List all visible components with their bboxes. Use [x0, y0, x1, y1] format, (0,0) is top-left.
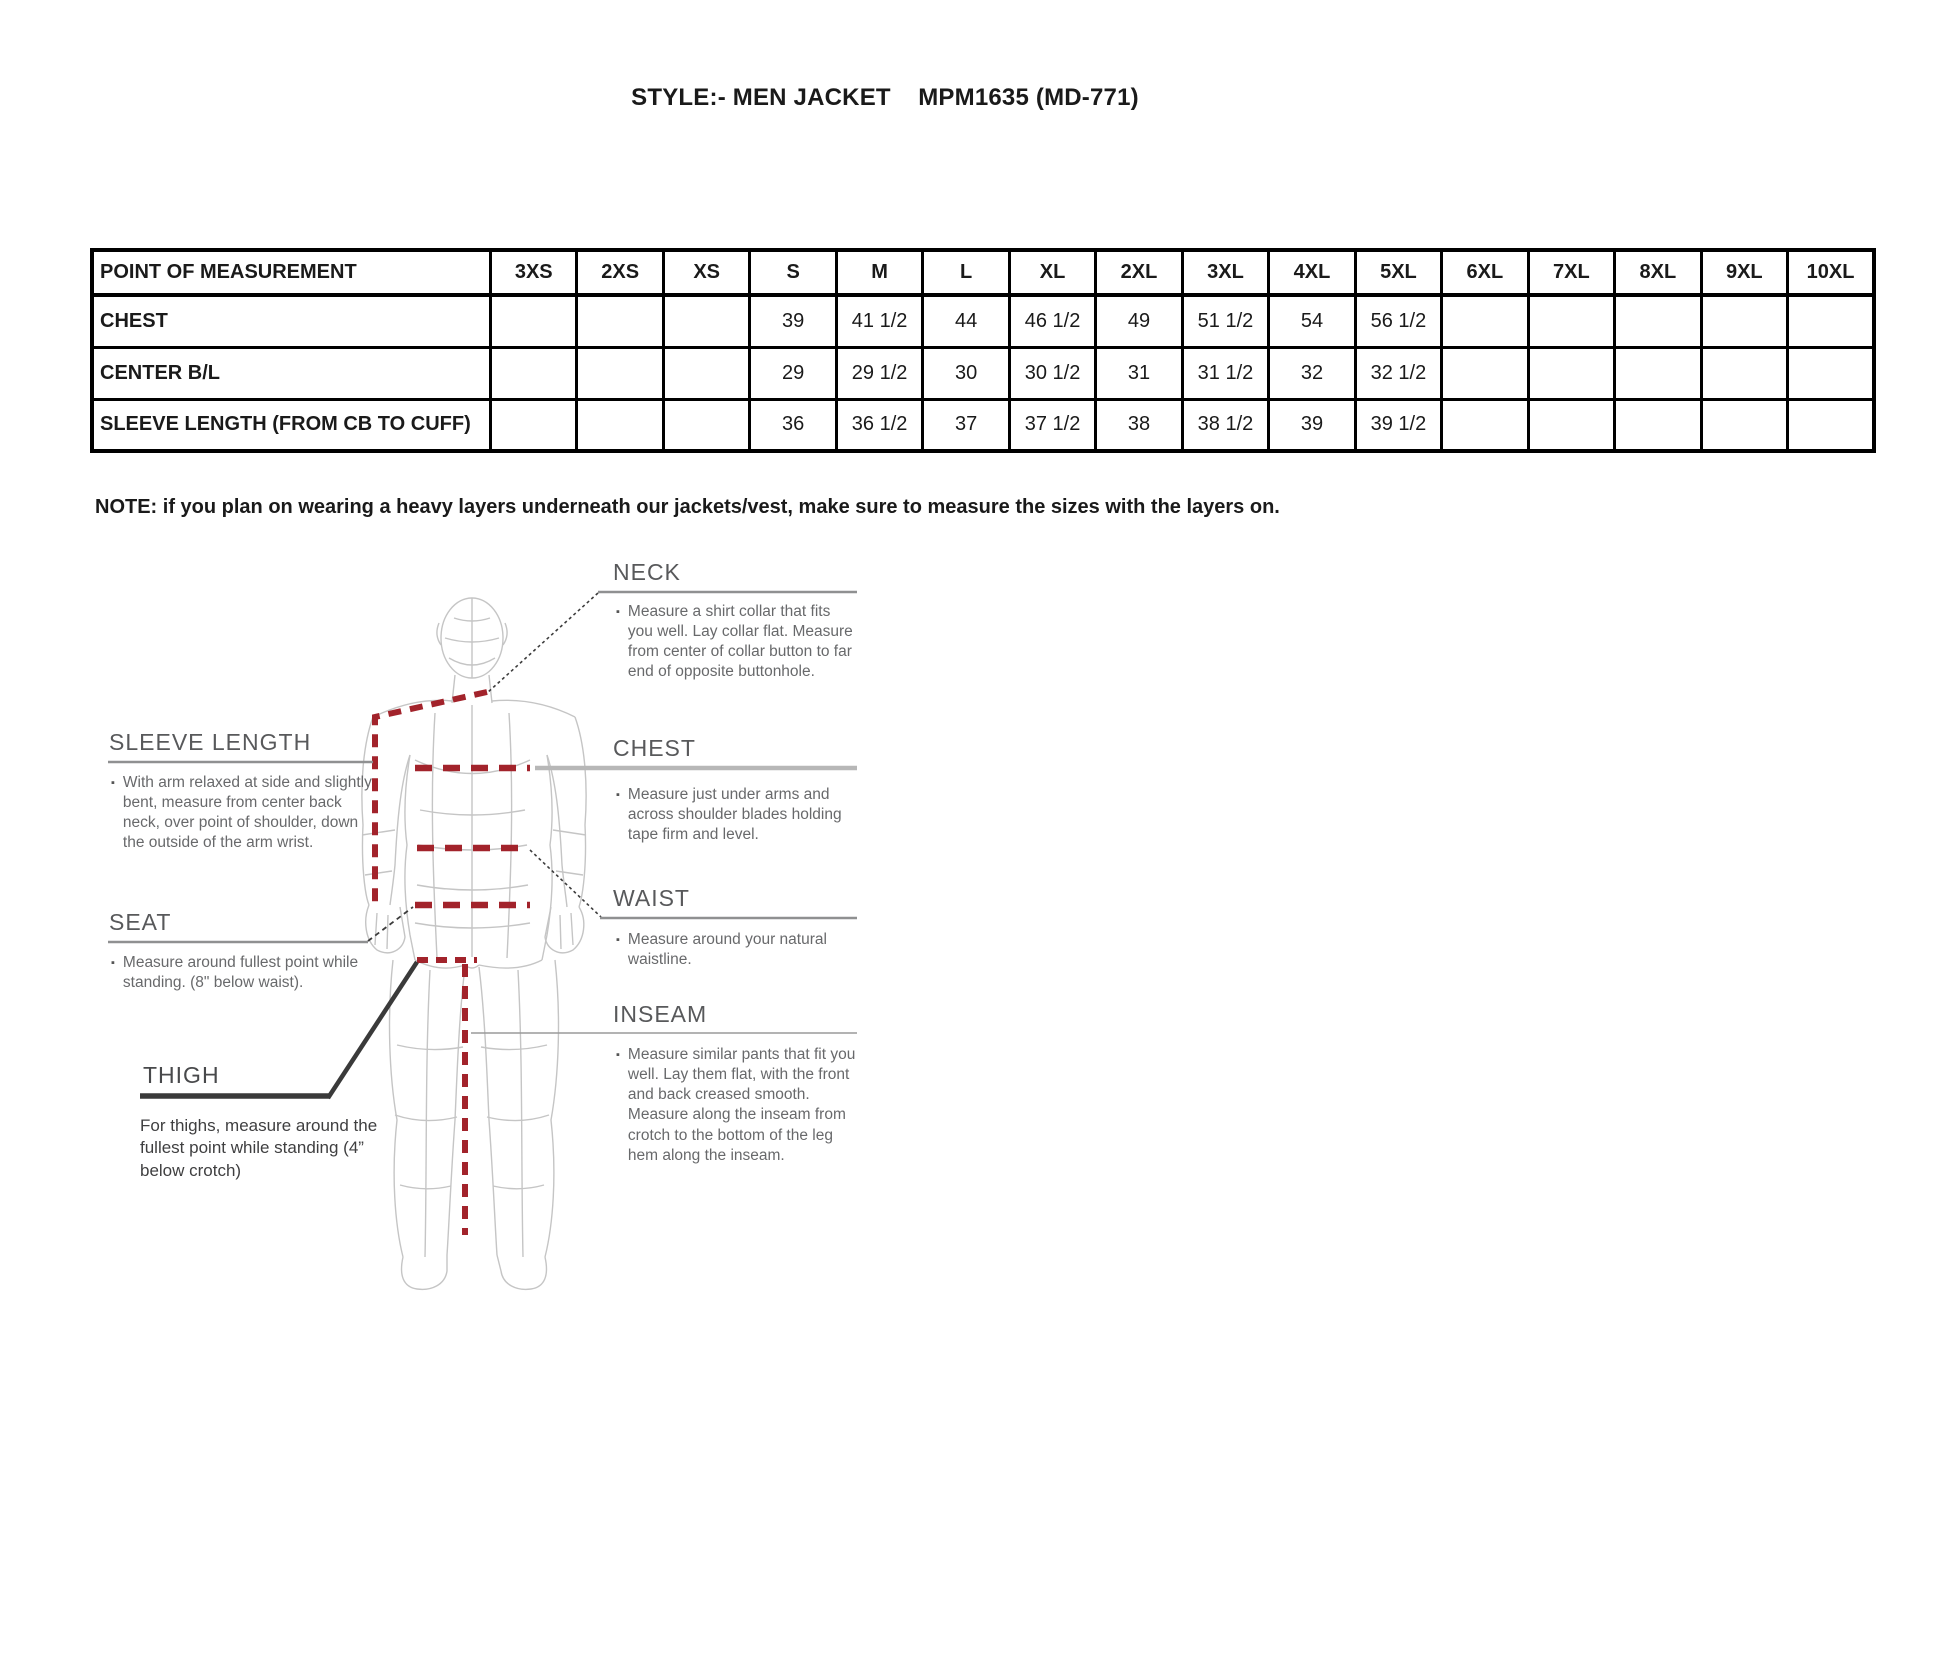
size-value-cell: [577, 399, 663, 451]
bullet-square-icon: ▪: [616, 606, 620, 618]
inseam-section-label: INSEAM: [613, 1001, 708, 1027]
point-of-measurement-header: POINT OF MEASUREMENT: [92, 250, 491, 295]
size-value-cell: [1615, 295, 1701, 347]
size-value-cell: [1615, 399, 1701, 451]
size-value-cell: 44: [923, 295, 1009, 347]
bullet-square-icon: ▪: [616, 934, 620, 946]
measurement-diagram: [85, 545, 885, 1335]
size-value-cell: [577, 347, 663, 399]
chest-section-description: [616, 785, 866, 845]
seat-section-label: SEAT: [109, 909, 172, 935]
size-column-header: 3XS: [491, 250, 577, 295]
size-value-cell: 30 1/2: [1009, 347, 1095, 399]
size-value-cell: [1442, 295, 1528, 347]
seat-section-text: Measure around fullest point while standing. (8" below waist).: [122, 954, 359, 992]
size-value-cell: 30: [923, 347, 1009, 399]
size-column-header: 5XL: [1355, 250, 1441, 295]
size-value-cell: [663, 347, 749, 399]
chest-section-label: CHEST: [613, 735, 696, 761]
sleeve-measure-line: [375, 692, 487, 905]
measurement-row-label: CENTER B/L: [92, 347, 491, 399]
measurement-row-label: SLEEVE LENGTH (FROM CB TO CUFF): [92, 399, 491, 451]
size-value-cell: [1442, 347, 1528, 399]
size-value-cell: 46 1/2: [1009, 295, 1095, 347]
thigh-section-text: For thighs, measure around the fullest point while standing (4” below crotch): [140, 1116, 378, 1180]
size-value-cell: 36 1/2: [836, 399, 922, 451]
measurement-row: [92, 399, 1874, 451]
sleeve-length-section-label: SLEEVE LENGTH: [109, 729, 312, 755]
size-value-cell: [1442, 399, 1528, 451]
bullet-square-icon: ▪: [616, 789, 620, 801]
size-value-cell: [577, 295, 663, 347]
size-value-cell: 31 1/2: [1182, 347, 1268, 399]
size-value-cell: 41 1/2: [836, 295, 922, 347]
size-column-header: 2XS: [577, 250, 663, 295]
size-value-cell: [491, 399, 577, 451]
size-value-cell: 29 1/2: [836, 347, 922, 399]
seat-section-description: [111, 953, 363, 993]
size-header-row: [92, 250, 1874, 295]
sleeve-length-section-text: With arm relaxed at side and slightly bent, measure from center back neck, over point of shoulder, down the outside of the arm wrist.: [122, 774, 372, 852]
neck-section-description: [616, 602, 854, 683]
size-value-cell: 38 1/2: [1182, 399, 1268, 451]
size-value-cell: 39: [750, 295, 836, 347]
size-column-header: S: [750, 250, 836, 295]
measurement-row-label: CHEST: [92, 295, 491, 347]
size-value-cell: [1788, 347, 1874, 399]
waist-leader-line: [530, 850, 601, 917]
size-table-head: [92, 250, 1874, 295]
size-column-header: XL: [1009, 250, 1095, 295]
size-value-cell: 54: [1269, 295, 1355, 347]
size-value-cell: [1528, 295, 1614, 347]
size-value-cell: 38: [1096, 399, 1182, 451]
size-table: [90, 248, 1876, 453]
size-value-cell: [1528, 399, 1614, 451]
bullet-square-icon: ▪: [616, 1049, 620, 1061]
neck-section-text: Measure a shirt collar that fits you well. Lay collar flat. Measure from center of collar button to far end of opposite buttonhole.: [627, 603, 853, 681]
size-value-cell: [663, 295, 749, 347]
thigh-section-description: [140, 1115, 408, 1182]
size-value-cell: 49: [1096, 295, 1182, 347]
size-value-cell: 29: [750, 347, 836, 399]
waist-section-label: WAIST: [613, 885, 690, 911]
bullet-square-icon: ▪: [111, 957, 115, 969]
size-table-body: [92, 295, 1874, 451]
size-column-header: 2XL: [1096, 250, 1182, 295]
page-title: STYLE:- MEN JACKET MPM1635 (MD-771): [631, 84, 1139, 111]
thigh-section-label: THIGH: [143, 1062, 220, 1088]
note-text: NOTE: if you plan on wearing a heavy layers underneath our jackets/vest, make sure to measure the sizes with the layers on.: [95, 496, 1280, 518]
size-value-cell: [1701, 347, 1787, 399]
inseam-section-description: [616, 1045, 866, 1166]
size-value-cell: 32 1/2: [1355, 347, 1441, 399]
size-value-cell: 37 1/2: [1009, 399, 1095, 451]
size-column-header: 7XL: [1528, 250, 1614, 295]
size-column-header: 3XL: [1182, 250, 1268, 295]
size-value-cell: 51 1/2: [1182, 295, 1268, 347]
size-value-cell: 56 1/2: [1355, 295, 1441, 347]
size-column-header: XS: [663, 250, 749, 295]
size-value-cell: [1528, 347, 1614, 399]
size-column-header: 10XL: [1788, 250, 1874, 295]
waist-section-description: [616, 930, 854, 970]
size-value-cell: 31: [1096, 347, 1182, 399]
size-column-header: L: [923, 250, 1009, 295]
size-value-cell: [491, 295, 577, 347]
measurement-row: [92, 295, 1874, 347]
size-value-cell: 36: [750, 399, 836, 451]
size-value-cell: [1701, 399, 1787, 451]
size-value-cell: 32: [1269, 347, 1355, 399]
inseam-section-text: Measure similar pants that fit you well. Lay them flat, with the front and back creased smooth. Measure along the inseam from crotch to the bottom of the leg hem along the inseam.: [627, 1046, 856, 1164]
size-value-cell: 39 1/2: [1355, 399, 1441, 451]
size-value-cell: [1701, 295, 1787, 347]
seat-leader-line: [368, 907, 413, 941]
size-value-cell: [663, 399, 749, 451]
size-value-cell: 37: [923, 399, 1009, 451]
size-value-cell: [1788, 399, 1874, 451]
size-column-header: 8XL: [1615, 250, 1701, 295]
sleeve-length-section-description: [111, 773, 373, 854]
size-column-header: M: [836, 250, 922, 295]
size-value-cell: 39: [1269, 399, 1355, 451]
size-column-header: 4XL: [1269, 250, 1355, 295]
chest-section-text: Measure just under arms and across shoulder blades holding tape firm and level.: [627, 786, 842, 844]
size-column-header: 9XL: [1701, 250, 1787, 295]
bullet-square-icon: ▪: [111, 777, 115, 789]
size-value-cell: [491, 347, 577, 399]
measurement-row: [92, 347, 1874, 399]
waist-section-text: Measure around your natural waistline.: [627, 931, 827, 969]
mannequin-wireframe: [362, 598, 586, 1289]
size-value-cell: [1788, 295, 1874, 347]
size-column-header: 6XL: [1442, 250, 1528, 295]
neck-section-label: NECK: [613, 559, 681, 585]
size-value-cell: [1615, 347, 1701, 399]
